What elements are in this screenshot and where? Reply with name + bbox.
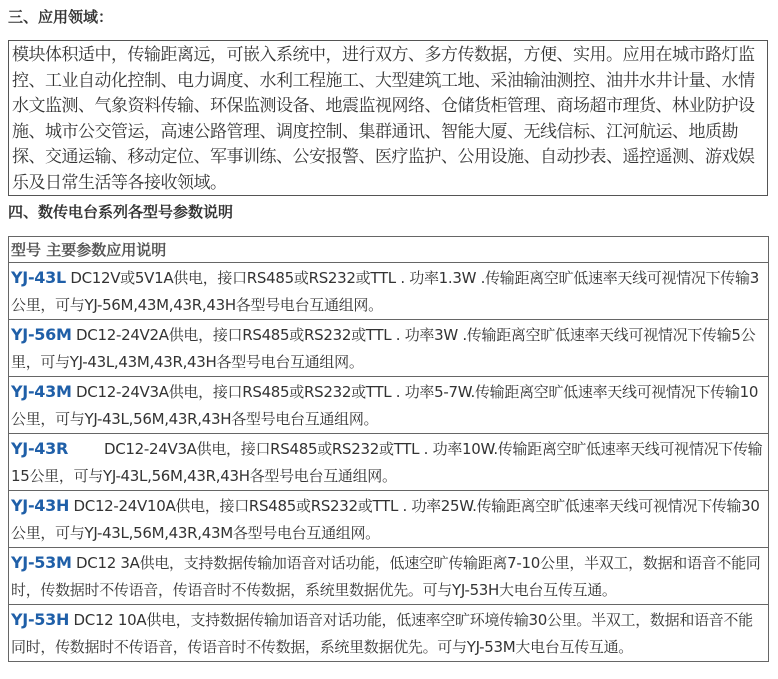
table-row bbox=[9, 491, 769, 548]
model-name: YJ-53H bbox=[11, 610, 70, 629]
table-cell bbox=[9, 434, 769, 491]
model-name: YJ-56M bbox=[11, 325, 72, 344]
model-name: YJ-53M bbox=[11, 553, 72, 572]
model-description: DC12-24V10A供电，接口RS485或RS232或TTL . 功率25W.传输距离空旷低速率天线可视情况下传输30公里，可与YJ-43L,56M,43R,43M各型号电台互通组网。 bbox=[11, 497, 760, 542]
table-row bbox=[9, 605, 769, 662]
application-paragraph: 模块体积适中，传输距离远，可嵌入系统中，进行双方、多方传数据，方便、实用。应用在城市路灯监控、工业自动化控制、电力调度、水利工程施工、大型建筑工地、采油输油测控、油井水井计量、水情水文监测、气象资料传输、环保监测设备、地震监视网络、仓储货柜管理、商场超市理货、林业防护设施、城市公交管运，高速公路管理、调度控制、集群通讯、智能大厦、无线信标、江河航运、地质勘探、交通运输、移动定位、军事训练、公安报警、医疗监护、公用设施、自动抄表、遥控遥测、游戏娱乐及日常生活等各接收领域。 bbox=[8, 40, 768, 196]
model-name: YJ-43H bbox=[11, 496, 70, 515]
model-description: DC12 10A供电，支持数据传输加语音对话功能，低速率空旷环境传输30公里。半双工，数据和语音不能同时，传数据时不传语音，传语音时不传数据，系统里数据优先。可与YJ-53M大电台互传互通。 bbox=[11, 611, 753, 656]
table-header-row bbox=[9, 237, 769, 263]
table-row bbox=[9, 320, 769, 377]
table-cell bbox=[9, 605, 769, 662]
section3-heading: 三、应用领域： bbox=[8, 8, 114, 26]
table-cell bbox=[9, 548, 769, 605]
table-row bbox=[9, 548, 769, 605]
table-cell bbox=[9, 263, 769, 320]
model-parameter-table bbox=[8, 236, 769, 662]
model-description: DC12-24V3A供电，接口RS485或RS232或TTL . 功率10W.传输距离空旷低速率天线可视情况下传输15公里，可与YJ-43L,56M,43R,43H各型号电台互通组网。 bbox=[11, 440, 763, 485]
table-cell bbox=[9, 320, 769, 377]
model-description: DC12-24V3A供电，接口RS485或RS232或TTL . 功率5-7W.传输距离空旷低速率天线可视情况下传输10公里，可与YJ-43L,56M,43R,43H各型号电台互通组网。 bbox=[11, 383, 759, 428]
model-description: DC12V或5V1A供电，接口RS485或RS232或TTL . 功率1.3W .传输距离空旷低速率天线可视情况下传输3公里，可与YJ-56M,43M,43R,43H各型号电台互通组网。 bbox=[11, 269, 759, 314]
model-name: YJ-43R bbox=[11, 439, 68, 458]
table-row bbox=[9, 263, 769, 320]
model-name: YJ-43L bbox=[11, 268, 66, 287]
section4-heading: 四、数传电台系列各型号参数说明 bbox=[8, 203, 234, 221]
model-description: DC12 3A供电，支持数据传输加语音对话功能，低速空旷传输距离7-10公里，半双工，数据和语音不能同时，传数据时不传语音，传语音时不传数据，系统里数据优先。可与YJ-53H大电台互传互通。 bbox=[11, 554, 761, 599]
table-cell bbox=[9, 491, 769, 548]
model-name: YJ-43M bbox=[11, 382, 72, 401]
table-cell bbox=[9, 377, 769, 434]
table-row bbox=[9, 434, 769, 491]
table-header-cell: 型号 主要参数应用说明 bbox=[9, 237, 769, 263]
model-description: DC12-24V2A供电，接口RS485或RS232或TTL . 功率3W .传输距离空旷低速率天线可视情况下传输5公里，可与YJ-43L,43M,43R,43H各型号电台互通组网。 bbox=[11, 326, 756, 371]
table-row bbox=[9, 377, 769, 434]
